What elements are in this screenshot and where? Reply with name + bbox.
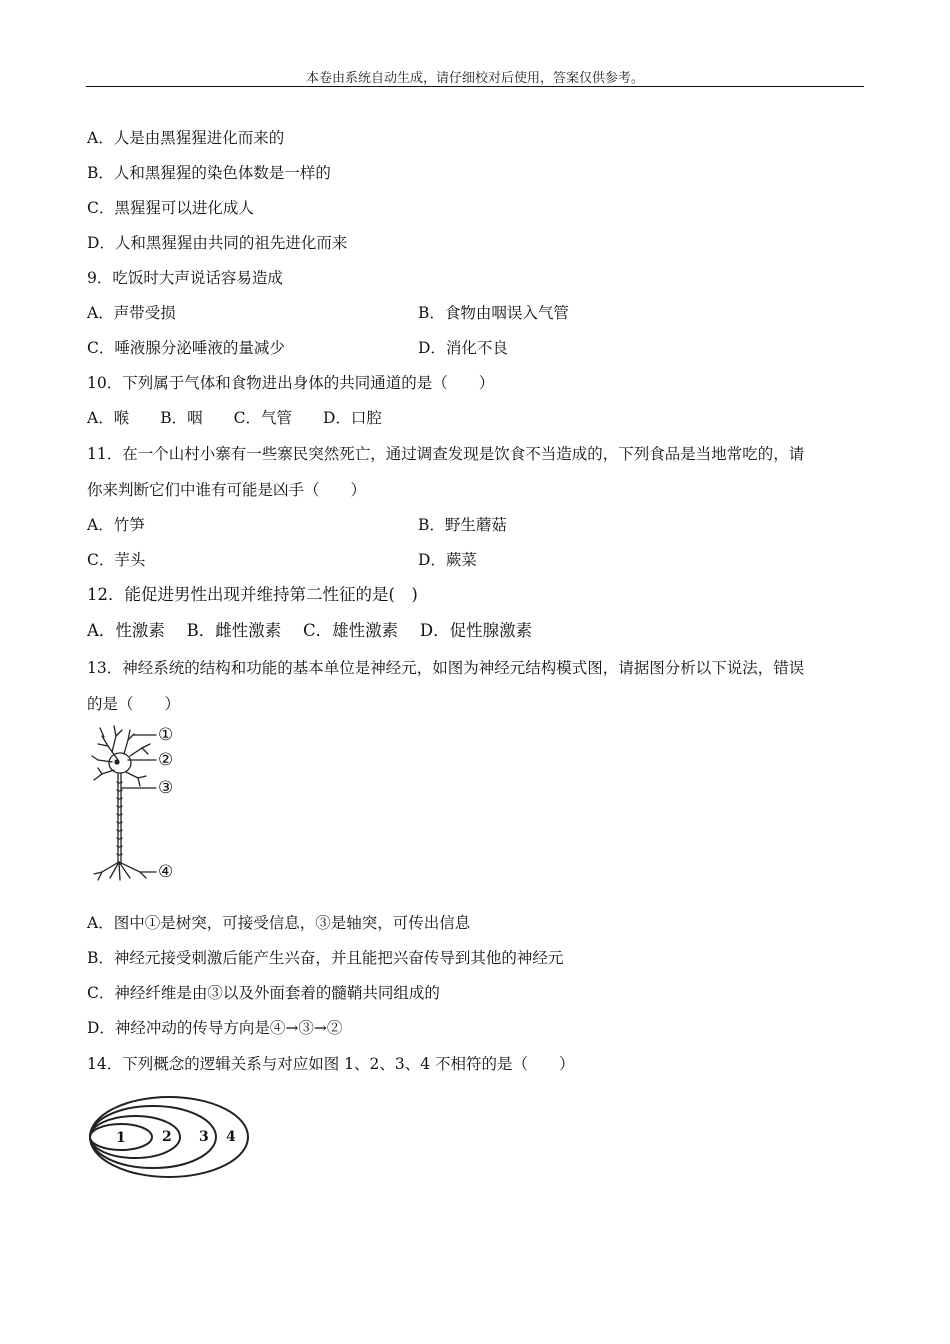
neuron-label-3: ③ bbox=[158, 778, 174, 798]
q9-option-a: A．声带受损 bbox=[87, 304, 176, 322]
q11-option-d: D．蕨菜 bbox=[418, 551, 477, 569]
q9-option-b: B．食物由咽误入气管 bbox=[418, 304, 569, 322]
q13-option-c: C．神经纤维是由③以及外面套着的髓鞘共同组成的 bbox=[87, 984, 440, 1002]
neuron-label-2: ② bbox=[158, 750, 174, 770]
q10-options: A．喉 B．咽 C．气管 D．口腔 bbox=[87, 409, 382, 427]
neuron-label-4: ④ bbox=[158, 862, 174, 882]
neuron-diagram bbox=[90, 722, 190, 886]
q11-option-c: C．芋头 bbox=[87, 551, 146, 569]
ellipse-label-3: 3 bbox=[199, 1129, 209, 1145]
q8-option-a: A．人是由黑猩猩进化而来的 bbox=[87, 129, 285, 147]
q12-stem: 12．能促进男性出现并维持第二性征的是( ) bbox=[87, 585, 418, 604]
q9-option-d: D．消化不良 bbox=[418, 339, 508, 357]
q8-option-b: B．人和黑猩猩的染色体数是一样的 bbox=[87, 164, 331, 182]
ellipse-label-4: 4 bbox=[226, 1129, 236, 1145]
q11-stem-line2: 你来判断它们中谁有可能是凶手（ ） bbox=[87, 481, 367, 499]
q11-option-b: B．野生蘑菇 bbox=[418, 516, 507, 534]
q8-option-c: C．黑猩猩可以进化成人 bbox=[87, 199, 254, 217]
q14-stem: 14．下列概念的逻辑关系与对应如图 1、2、3、4 不相符的是（ ） bbox=[87, 1055, 575, 1073]
ellipse-label-1: 1 bbox=[116, 1130, 126, 1146]
header-note: 本卷由系统自动生成，请仔细校对后使用，答案仅供参考。 bbox=[305, 71, 644, 86]
ellipse-label-2: 2 bbox=[162, 1129, 172, 1145]
q9-option-c: C．唾液腺分泌唾液的量减少 bbox=[87, 339, 285, 357]
q11-stem-line1: 11．在一个山村小寨有一些寨民突然死亡，通过调查发现是饮食不当造成的，下列食品是当地常吃的，请 bbox=[87, 445, 805, 463]
q9-stem: 9．吃饭时大声说话容易造成 bbox=[87, 269, 283, 287]
q10-stem: 10．下列属于气体和食物进出身体的共同通道的是（ ） bbox=[87, 374, 495, 392]
q13-option-a: A．图中①是树突，可接受信息，③是轴突，可传出信息 bbox=[87, 914, 471, 932]
neuron-label-1: ① bbox=[158, 725, 174, 745]
q11-option-a: A．竹笋 bbox=[87, 516, 145, 534]
q12-options: A．性激素 B．雌性激素 C．雄性激素 D．促性腺激素 bbox=[87, 621, 533, 640]
q13-option-b: B．神经元接受刺激后能产生兴奋，并且能把兴奋传导到其他的神经元 bbox=[87, 949, 564, 967]
q13-option-d: D．神经冲动的传导方向是④→③→② bbox=[87, 1019, 343, 1037]
q13-stem-line1: 13．神经系统的结构和功能的基本单位是神经元，如图为神经元结构模式图，请据图分析以下说法，错误 bbox=[87, 659, 805, 677]
header-rule bbox=[86, 86, 864, 87]
q8-option-d: D．人和黑猩猩由共同的祖先进化而来 bbox=[87, 234, 348, 252]
q13-stem-line2: 的是（ ） bbox=[87, 695, 181, 713]
